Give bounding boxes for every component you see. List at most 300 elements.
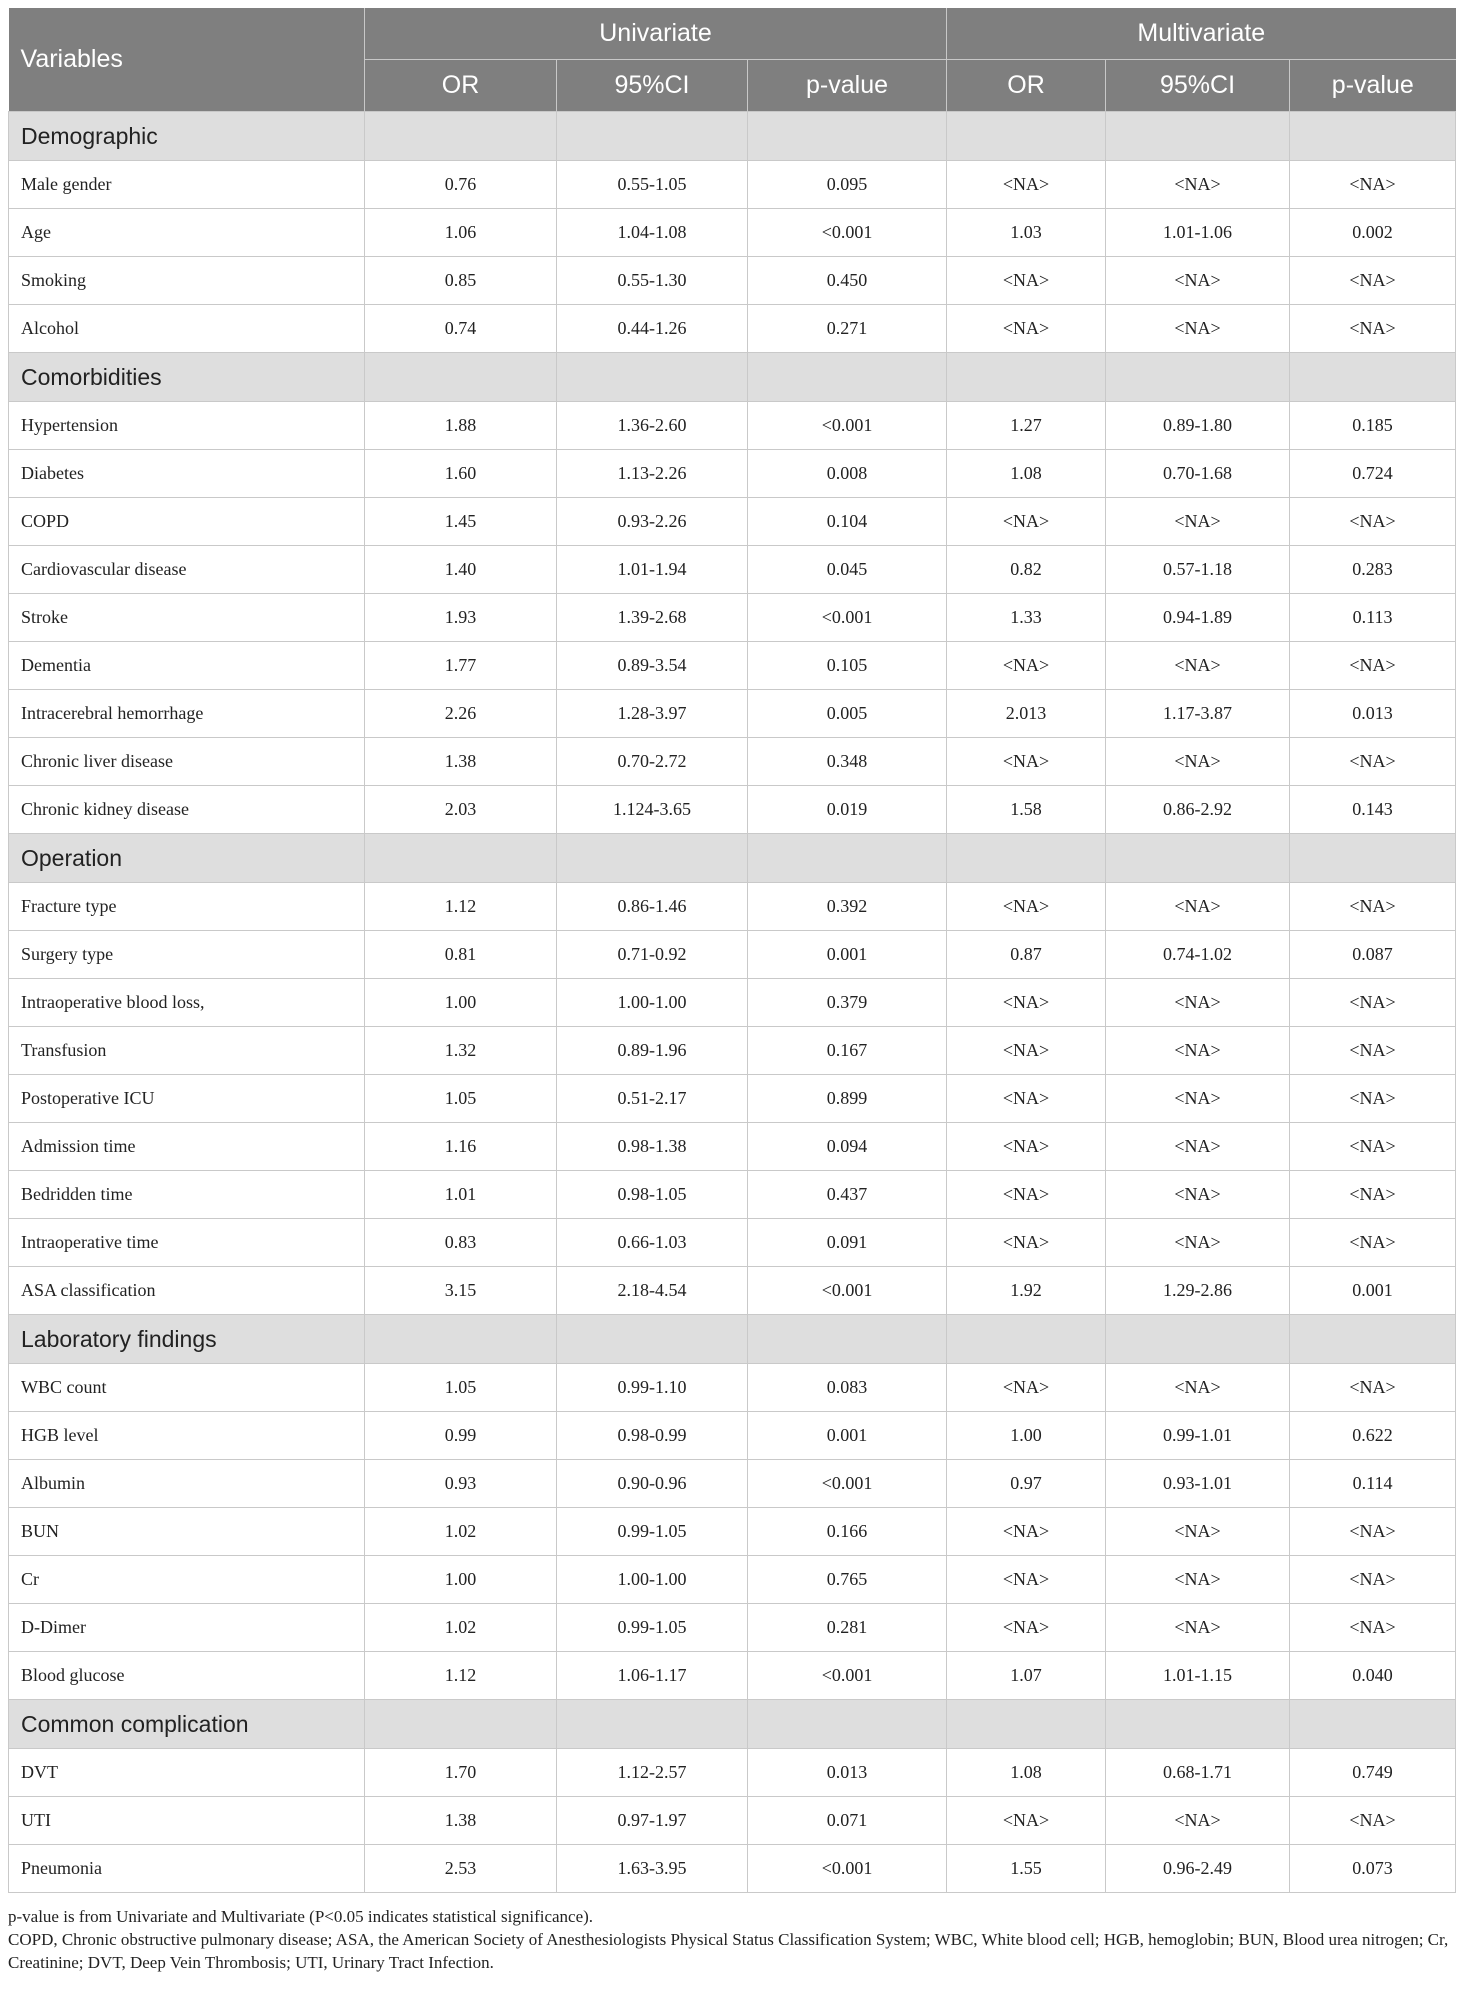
- variable-cell: WBC count: [9, 1364, 365, 1412]
- section-row: [9, 112, 1456, 161]
- multi-ci-cell: 0.68-1.71: [1106, 1749, 1290, 1797]
- variable-cell: BUN: [9, 1508, 365, 1556]
- uni-or-cell: 0.76: [365, 161, 557, 209]
- uni-or-cell: 0.83: [365, 1219, 557, 1267]
- table-row: [9, 1749, 1456, 1797]
- table-row: [9, 305, 1456, 353]
- uni-or-cell: 3.15: [365, 1267, 557, 1315]
- section-empty-cell: [947, 1315, 1106, 1364]
- uni-p-cell: 0.091: [748, 1219, 947, 1267]
- multi-or-cell: 1.07: [947, 1652, 1106, 1700]
- multi-ci-cell: <NA>: [1106, 1364, 1290, 1412]
- table-row: [9, 979, 1456, 1027]
- footnote-pvalue: p-value is from Univariate and Multivariate (P<0.05 indicates statistical significance).: [8, 1907, 594, 1926]
- multi-p-cell: 0.283: [1290, 546, 1456, 594]
- uni-or-cell: 1.01: [365, 1171, 557, 1219]
- multi-ci-cell: <NA>: [1106, 161, 1290, 209]
- multi-or-cell: <NA>: [947, 1604, 1106, 1652]
- uni-or-cell: 1.77: [365, 642, 557, 690]
- uni-ci-cell: 1.13-2.26: [557, 450, 748, 498]
- section-empty-cell: [947, 834, 1106, 883]
- uni-p-cell: <0.001: [748, 1652, 947, 1700]
- uni-ci-cell: 1.63-3.95: [557, 1845, 748, 1893]
- footnote-abbreviations: COPD, Chronic obstructive pulmonary disease; ASA, the American Society of Anesthesiologists Physical Status Classification System; WBC, White blood cell; HGB, hemoglobin; BUN, Blood urea nitrogen; Cr, Creatinine; DVT, Deep Vein Thrombosis; UTI, Urinary Tract Infection.: [8, 1930, 1449, 1972]
- multi-p-cell: <NA>: [1290, 1171, 1456, 1219]
- uni-p-cell: 0.045: [748, 546, 947, 594]
- uni-or-cell: 1.40: [365, 546, 557, 594]
- multi-or-cell: <NA>: [947, 1508, 1106, 1556]
- variable-cell: Intraoperative time: [9, 1219, 365, 1267]
- multi-or-header: OR: [947, 60, 1106, 112]
- variable-cell: Surgery type: [9, 931, 365, 979]
- uni-or-cell: 0.81: [365, 931, 557, 979]
- variable-cell: Cr: [9, 1556, 365, 1604]
- variables-header: Variables: [9, 8, 365, 112]
- multi-ci-cell: <NA>: [1106, 1556, 1290, 1604]
- uni-ci-cell: 1.12-2.57: [557, 1749, 748, 1797]
- multi-ci-cell: <NA>: [1106, 257, 1290, 305]
- uni-or-cell: 1.16: [365, 1123, 557, 1171]
- table-row: [9, 642, 1456, 690]
- table-row: [9, 1652, 1456, 1700]
- univariate-header: Univariate: [365, 8, 947, 60]
- uni-p-cell: 0.167: [748, 1027, 947, 1075]
- multi-ci-cell: 1.17-3.87: [1106, 690, 1290, 738]
- uni-p-cell: 0.437: [748, 1171, 947, 1219]
- multi-p-header: p-value: [1290, 60, 1456, 112]
- variable-cell: Age: [9, 209, 365, 257]
- variable-cell: Pneumonia: [9, 1845, 365, 1893]
- multi-p-cell: 0.013: [1290, 690, 1456, 738]
- multi-p-cell: 0.073: [1290, 1845, 1456, 1893]
- section-empty-cell: [748, 1700, 947, 1749]
- section-row: [9, 353, 1456, 402]
- section-empty-cell: [1290, 353, 1456, 402]
- section-empty-cell: [1290, 1315, 1456, 1364]
- uni-ci-cell: 0.99-1.05: [557, 1604, 748, 1652]
- uni-ci-cell: 0.99-1.05: [557, 1508, 748, 1556]
- uni-ci-cell: 0.90-0.96: [557, 1460, 748, 1508]
- multi-ci-cell: <NA>: [1106, 738, 1290, 786]
- section-empty-cell: [557, 834, 748, 883]
- section-empty-cell: [365, 1700, 557, 1749]
- uni-ci-cell: 0.55-1.30: [557, 257, 748, 305]
- variable-cell: Cardiovascular disease: [9, 546, 365, 594]
- uni-or-cell: 2.26: [365, 690, 557, 738]
- multi-p-cell: <NA>: [1290, 1027, 1456, 1075]
- variable-cell: Chronic kidney disease: [9, 786, 365, 834]
- section-row: [9, 834, 1456, 883]
- multi-p-cell: 0.040: [1290, 1652, 1456, 1700]
- multi-p-cell: 0.001: [1290, 1267, 1456, 1315]
- variable-cell: HGB level: [9, 1412, 365, 1460]
- regression-table: [8, 8, 1456, 1893]
- uni-ci-cell: 0.51-2.17: [557, 1075, 748, 1123]
- uni-or-cell: 0.99: [365, 1412, 557, 1460]
- uni-p-cell: 0.104: [748, 498, 947, 546]
- uni-ci-cell: 0.44-1.26: [557, 305, 748, 353]
- uni-p-cell: 0.008: [748, 450, 947, 498]
- uni-or-cell: 1.06: [365, 209, 557, 257]
- uni-p-cell: 0.166: [748, 1508, 947, 1556]
- uni-p-cell: 0.392: [748, 883, 947, 931]
- table-row: [9, 209, 1456, 257]
- uni-or-cell: 1.45: [365, 498, 557, 546]
- uni-p-cell: 0.105: [748, 642, 947, 690]
- section-empty-cell: [748, 112, 947, 161]
- uni-or-cell: 1.00: [365, 979, 557, 1027]
- uni-p-cell: 0.899: [748, 1075, 947, 1123]
- multi-p-cell: 0.114: [1290, 1460, 1456, 1508]
- multi-ci-cell: <NA>: [1106, 1123, 1290, 1171]
- section-empty-cell: [557, 1700, 748, 1749]
- multi-or-cell: <NA>: [947, 1075, 1106, 1123]
- variable-cell: Dementia: [9, 642, 365, 690]
- multi-or-cell: <NA>: [947, 161, 1106, 209]
- table-row: [9, 690, 1456, 738]
- variable-cell: Diabetes: [9, 450, 365, 498]
- table-row: [9, 1171, 1456, 1219]
- section-empty-cell: [557, 112, 748, 161]
- multi-ci-cell: <NA>: [1106, 305, 1290, 353]
- variable-cell: D-Dimer: [9, 1604, 365, 1652]
- section-row: [9, 1700, 1456, 1749]
- multi-p-cell: <NA>: [1290, 1556, 1456, 1604]
- uni-or-cell: 1.05: [365, 1364, 557, 1412]
- table-row: [9, 1267, 1456, 1315]
- multi-ci-cell: <NA>: [1106, 1797, 1290, 1845]
- uni-p-cell: 0.379: [748, 979, 947, 1027]
- uni-or-cell: 1.32: [365, 1027, 557, 1075]
- table-header: [9, 8, 1456, 112]
- uni-or-cell: 1.70: [365, 1749, 557, 1797]
- multi-p-cell: <NA>: [1290, 642, 1456, 690]
- multi-ci-cell: <NA>: [1106, 1075, 1290, 1123]
- multi-or-cell: <NA>: [947, 1556, 1106, 1604]
- multi-or-cell: <NA>: [947, 738, 1106, 786]
- table-row: [9, 883, 1456, 931]
- section-empty-cell: [1290, 834, 1456, 883]
- uni-or-cell: 1.60: [365, 450, 557, 498]
- multi-or-cell: 1.58: [947, 786, 1106, 834]
- uni-ci-cell: 0.98-1.05: [557, 1171, 748, 1219]
- multi-ci-cell: <NA>: [1106, 1027, 1290, 1075]
- multi-p-cell: 0.724: [1290, 450, 1456, 498]
- table-row: [9, 931, 1456, 979]
- section-empty-cell: [365, 1315, 557, 1364]
- multi-ci-cell: 0.74-1.02: [1106, 931, 1290, 979]
- table-row: [9, 1604, 1456, 1652]
- section-empty-cell: [947, 353, 1106, 402]
- multi-or-cell: 1.03: [947, 209, 1106, 257]
- uni-ci-cell: 1.39-2.68: [557, 594, 748, 642]
- multi-ci-cell: 0.99-1.01: [1106, 1412, 1290, 1460]
- uni-p-cell: 0.095: [748, 161, 947, 209]
- multi-p-cell: <NA>: [1290, 883, 1456, 931]
- variable-cell: Blood glucose: [9, 1652, 365, 1700]
- variable-cell: Fracture type: [9, 883, 365, 931]
- multi-or-cell: <NA>: [947, 1171, 1106, 1219]
- multi-p-cell: <NA>: [1290, 1604, 1456, 1652]
- multi-or-cell: 1.33: [947, 594, 1106, 642]
- multi-p-cell: 0.185: [1290, 402, 1456, 450]
- uni-p-cell: <0.001: [748, 1845, 947, 1893]
- variable-cell: Male gender: [9, 161, 365, 209]
- multi-ci-cell: 0.96-2.49: [1106, 1845, 1290, 1893]
- multi-p-cell: 0.113: [1290, 594, 1456, 642]
- uni-ci-cell: 0.89-3.54: [557, 642, 748, 690]
- section-empty-cell: [1290, 112, 1456, 161]
- uni-or-cell: 1.38: [365, 738, 557, 786]
- section-empty-cell: [947, 1700, 1106, 1749]
- uni-p-cell: 0.001: [748, 931, 947, 979]
- multi-or-cell: <NA>: [947, 1797, 1106, 1845]
- multi-or-cell: 0.82: [947, 546, 1106, 594]
- uni-or-cell: 1.02: [365, 1508, 557, 1556]
- uni-p-cell: <0.001: [748, 402, 947, 450]
- variable-cell: ASA classification: [9, 1267, 365, 1315]
- footnotes: [8, 1905, 1455, 1974]
- section-empty-cell: [748, 834, 947, 883]
- uni-p-cell: 0.005: [748, 690, 947, 738]
- uni-ci-cell: 0.89-1.96: [557, 1027, 748, 1075]
- uni-ci-cell: 0.98-1.38: [557, 1123, 748, 1171]
- multi-or-cell: 1.08: [947, 450, 1106, 498]
- multi-p-cell: <NA>: [1290, 1508, 1456, 1556]
- multi-ci-cell: 0.89-1.80: [1106, 402, 1290, 450]
- multi-or-cell: <NA>: [947, 1364, 1106, 1412]
- multi-p-cell: <NA>: [1290, 738, 1456, 786]
- multi-ci-cell: 0.94-1.89: [1106, 594, 1290, 642]
- multi-ci-cell: <NA>: [1106, 642, 1290, 690]
- multi-ci-cell: 1.29-2.86: [1106, 1267, 1290, 1315]
- variable-cell: Albumin: [9, 1460, 365, 1508]
- uni-ci-cell: 0.98-0.99: [557, 1412, 748, 1460]
- uni-or-cell: 1.93: [365, 594, 557, 642]
- multi-ci-cell: 0.70-1.68: [1106, 450, 1290, 498]
- uni-ci-cell: 1.01-1.94: [557, 546, 748, 594]
- variable-cell: COPD: [9, 498, 365, 546]
- regression-table-container: [8, 8, 1455, 1974]
- uni-or-cell: 1.38: [365, 1797, 557, 1845]
- table-row: [9, 498, 1456, 546]
- table-row: [9, 1508, 1456, 1556]
- table-row: [9, 1556, 1456, 1604]
- multi-p-cell: 0.749: [1290, 1749, 1456, 1797]
- table-row: [9, 1412, 1456, 1460]
- uni-or-cell: 0.93: [365, 1460, 557, 1508]
- section-empty-cell: [1106, 834, 1290, 883]
- multi-or-cell: <NA>: [947, 1027, 1106, 1075]
- multi-ci-cell: <NA>: [1106, 979, 1290, 1027]
- multi-ci-cell: 0.57-1.18: [1106, 546, 1290, 594]
- variable-cell: Postoperative ICU: [9, 1075, 365, 1123]
- uni-or-cell: 2.03: [365, 786, 557, 834]
- table-row: [9, 786, 1456, 834]
- uni-or-cell: 1.88: [365, 402, 557, 450]
- table-row: [9, 738, 1456, 786]
- table-row: [9, 161, 1456, 209]
- variable-cell: Alcohol: [9, 305, 365, 353]
- multi-or-cell: <NA>: [947, 883, 1106, 931]
- multi-ci-header: 95%CI: [1106, 60, 1290, 112]
- uni-p-cell: 0.083: [748, 1364, 947, 1412]
- multivariate-header: Multivariate: [947, 8, 1456, 60]
- uni-p-cell: 0.271: [748, 305, 947, 353]
- table-row: [9, 450, 1456, 498]
- table-row: [9, 1219, 1456, 1267]
- multi-ci-cell: <NA>: [1106, 883, 1290, 931]
- uni-or-header: OR: [365, 60, 557, 112]
- section-title: Operation: [9, 834, 365, 883]
- multi-p-cell: <NA>: [1290, 1797, 1456, 1845]
- section-empty-cell: [365, 112, 557, 161]
- multi-ci-cell: <NA>: [1106, 1508, 1290, 1556]
- section-row: [9, 1315, 1456, 1364]
- table-row: [9, 1460, 1456, 1508]
- variable-cell: Intraoperative blood loss,: [9, 979, 365, 1027]
- section-empty-cell: [1106, 353, 1290, 402]
- multi-or-cell: <NA>: [947, 257, 1106, 305]
- multi-p-cell: <NA>: [1290, 979, 1456, 1027]
- section-empty-cell: [557, 1315, 748, 1364]
- variable-cell: Admission time: [9, 1123, 365, 1171]
- uni-ci-cell: 2.18-4.54: [557, 1267, 748, 1315]
- section-empty-cell: [365, 834, 557, 883]
- uni-ci-cell: 1.36-2.60: [557, 402, 748, 450]
- table-row: [9, 1845, 1456, 1893]
- multi-or-cell: 1.55: [947, 1845, 1106, 1893]
- section-empty-cell: [1106, 112, 1290, 161]
- uni-p-cell: <0.001: [748, 209, 947, 257]
- table-row: [9, 1027, 1456, 1075]
- uni-ci-cell: 1.00-1.00: [557, 979, 748, 1027]
- multi-or-cell: 0.97: [947, 1460, 1106, 1508]
- multi-or-cell: <NA>: [947, 1219, 1106, 1267]
- multi-p-cell: <NA>: [1290, 498, 1456, 546]
- multi-or-cell: <NA>: [947, 642, 1106, 690]
- uni-ci-cell: 0.55-1.05: [557, 161, 748, 209]
- section-title: Common complication: [9, 1700, 365, 1749]
- uni-ci-cell: 1.06-1.17: [557, 1652, 748, 1700]
- uni-ci-header: 95%CI: [557, 60, 748, 112]
- multi-p-cell: 0.087: [1290, 931, 1456, 979]
- table-row: [9, 402, 1456, 450]
- uni-or-cell: 2.53: [365, 1845, 557, 1893]
- multi-p-cell: <NA>: [1290, 1219, 1456, 1267]
- multi-ci-cell: <NA>: [1106, 1171, 1290, 1219]
- multi-or-cell: 1.27: [947, 402, 1106, 450]
- table-body: [9, 112, 1456, 1893]
- section-empty-cell: [1106, 1315, 1290, 1364]
- uni-or-cell: 0.74: [365, 305, 557, 353]
- uni-ci-cell: 1.124-3.65: [557, 786, 748, 834]
- multi-p-cell: <NA>: [1290, 305, 1456, 353]
- section-title: Demographic: [9, 112, 365, 161]
- uni-p-cell: 0.450: [748, 257, 947, 305]
- multi-p-cell: <NA>: [1290, 257, 1456, 305]
- uni-p-cell: 0.019: [748, 786, 947, 834]
- uni-p-cell: 0.094: [748, 1123, 947, 1171]
- table-row: [9, 1075, 1456, 1123]
- multi-p-cell: <NA>: [1290, 1123, 1456, 1171]
- uni-p-header: p-value: [748, 60, 947, 112]
- section-empty-cell: [365, 353, 557, 402]
- variable-cell: Transfusion: [9, 1027, 365, 1075]
- multi-or-cell: <NA>: [947, 1123, 1106, 1171]
- uni-p-cell: <0.001: [748, 594, 947, 642]
- multi-ci-cell: <NA>: [1106, 1604, 1290, 1652]
- uni-ci-cell: 0.86-1.46: [557, 883, 748, 931]
- uni-p-cell: <0.001: [748, 1267, 947, 1315]
- multi-or-cell: <NA>: [947, 979, 1106, 1027]
- section-empty-cell: [1290, 1700, 1456, 1749]
- uni-ci-cell: 0.66-1.03: [557, 1219, 748, 1267]
- multi-p-cell: <NA>: [1290, 1075, 1456, 1123]
- variable-cell: Bedridden time: [9, 1171, 365, 1219]
- uni-or-cell: 1.00: [365, 1556, 557, 1604]
- section-empty-cell: [748, 1315, 947, 1364]
- uni-ci-cell: 0.71-0.92: [557, 931, 748, 979]
- uni-ci-cell: 1.04-1.08: [557, 209, 748, 257]
- multi-or-cell: 1.00: [947, 1412, 1106, 1460]
- uni-p-cell: 0.281: [748, 1604, 947, 1652]
- uni-p-cell: 0.013: [748, 1749, 947, 1797]
- multi-or-cell: 1.92: [947, 1267, 1106, 1315]
- uni-ci-cell: 1.28-3.97: [557, 690, 748, 738]
- multi-p-cell: 0.143: [1290, 786, 1456, 834]
- multi-ci-cell: 1.01-1.15: [1106, 1652, 1290, 1700]
- uni-p-cell: 0.348: [748, 738, 947, 786]
- section-empty-cell: [1106, 1700, 1290, 1749]
- uni-p-cell: 0.071: [748, 1797, 947, 1845]
- multi-or-cell: <NA>: [947, 305, 1106, 353]
- section-empty-cell: [557, 353, 748, 402]
- table-row: [9, 594, 1456, 642]
- multi-p-cell: 0.622: [1290, 1412, 1456, 1460]
- multi-p-cell: <NA>: [1290, 1364, 1456, 1412]
- section-title: Comorbidities: [9, 353, 365, 402]
- multi-ci-cell: <NA>: [1106, 498, 1290, 546]
- uni-or-cell: 1.02: [365, 1604, 557, 1652]
- uni-ci-cell: 0.70-2.72: [557, 738, 748, 786]
- table-row: [9, 1797, 1456, 1845]
- table-row: [9, 1123, 1456, 1171]
- variable-cell: DVT: [9, 1749, 365, 1797]
- uni-ci-cell: 0.97-1.97: [557, 1797, 748, 1845]
- section-empty-cell: [748, 353, 947, 402]
- multi-p-cell: 0.002: [1290, 209, 1456, 257]
- variable-cell: Smoking: [9, 257, 365, 305]
- multi-ci-cell: 0.86-2.92: [1106, 786, 1290, 834]
- section-empty-cell: [947, 112, 1106, 161]
- multi-or-cell: <NA>: [947, 498, 1106, 546]
- variable-cell: UTI: [9, 1797, 365, 1845]
- multi-ci-cell: 0.93-1.01: [1106, 1460, 1290, 1508]
- multi-ci-cell: 1.01-1.06: [1106, 209, 1290, 257]
- multi-or-cell: 2.013: [947, 690, 1106, 738]
- uni-or-cell: 1.12: [365, 1652, 557, 1700]
- variable-cell: Chronic liver disease: [9, 738, 365, 786]
- variable-cell: Stroke: [9, 594, 365, 642]
- uni-p-cell: <0.001: [748, 1460, 947, 1508]
- uni-p-cell: 0.765: [748, 1556, 947, 1604]
- uni-ci-cell: 1.00-1.00: [557, 1556, 748, 1604]
- variable-cell: Intracerebral hemorrhage: [9, 690, 365, 738]
- section-title: Laboratory findings: [9, 1315, 365, 1364]
- uni-or-cell: 0.85: [365, 257, 557, 305]
- uni-or-cell: 1.05: [365, 1075, 557, 1123]
